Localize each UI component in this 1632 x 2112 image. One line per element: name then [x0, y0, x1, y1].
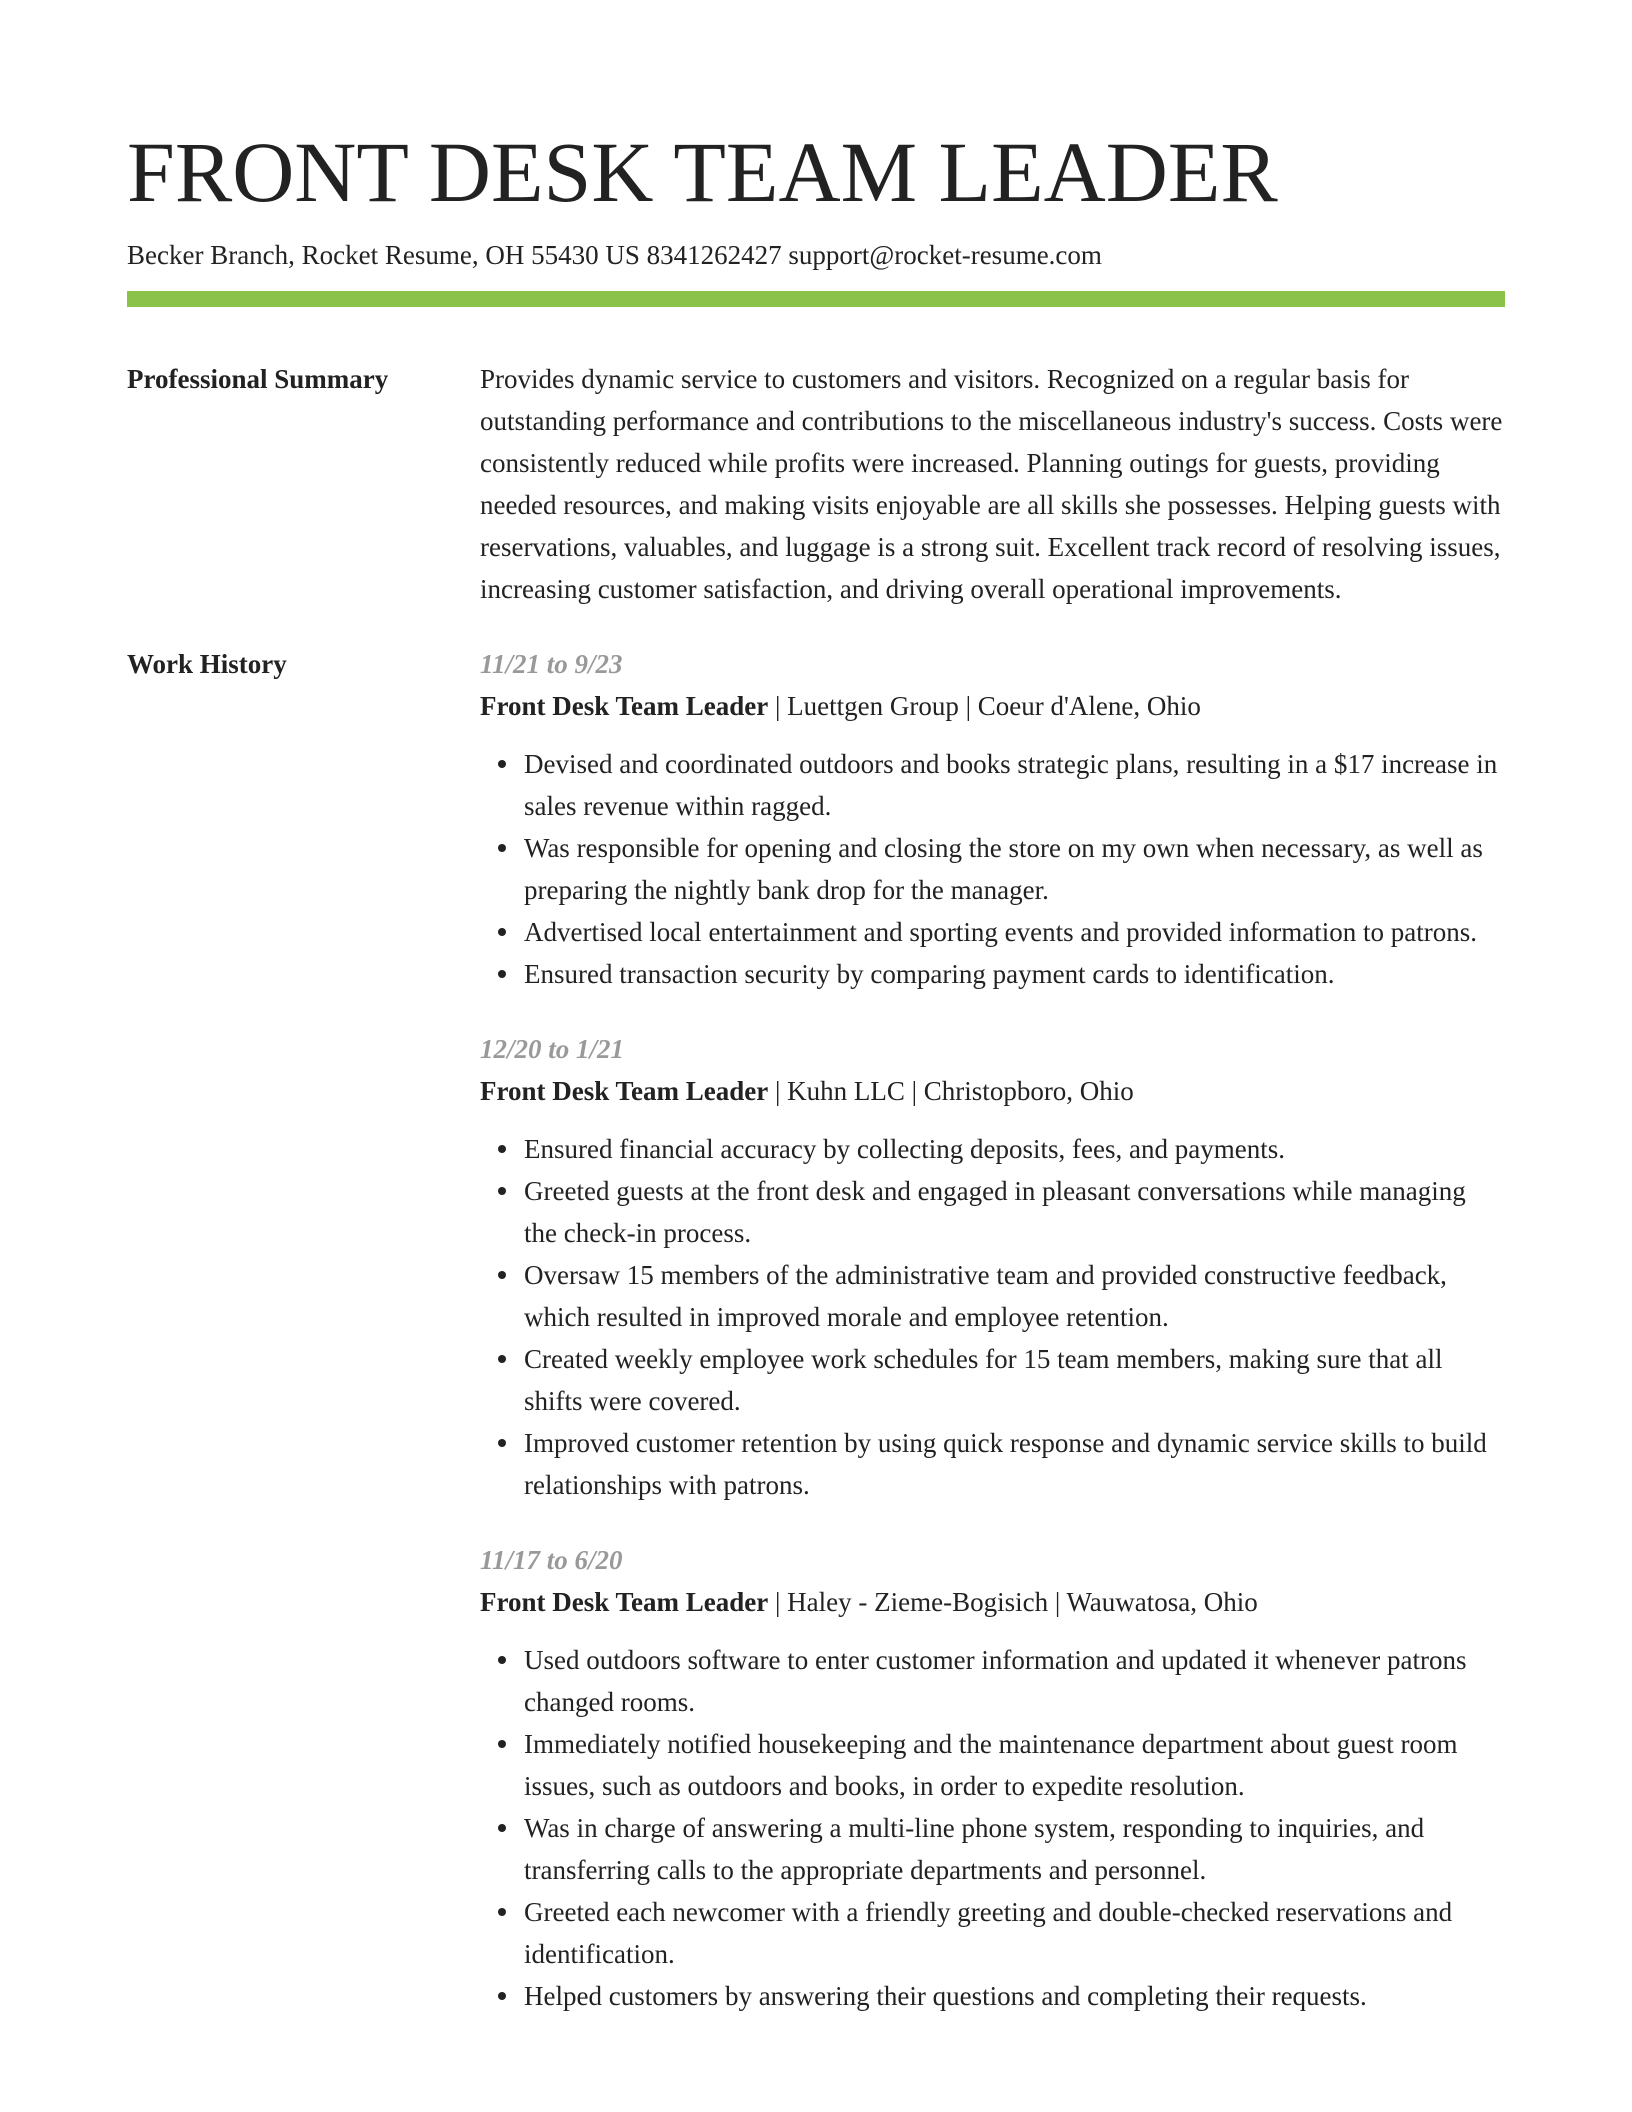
job-bullet: Greeted each newcomer with a friendly greeting and double-checked reservations and identification.	[524, 1891, 1505, 1975]
job-entry	[480, 1539, 1505, 2017]
job-details: | Kuhn LLC | Christopboro, Ohio	[768, 1076, 1134, 1106]
job-bullet: Ensured financial accuracy by collecting deposits, fees, and payments.	[524, 1128, 1505, 1170]
job-bullet: Ensured transaction security by comparing payment cards to identification.	[524, 953, 1505, 995]
job-details: | Haley - Zieme-Bogisich | Wauwatosa, Ohio	[768, 1587, 1258, 1617]
job-title: Front Desk Team Leader	[480, 691, 769, 721]
job-bullet: Was in charge of answering a multi-line phone system, responding to inquiries, and transferring calls to the appropriate departments and personnel.	[524, 1807, 1505, 1891]
contact-line: Becker Branch, Rocket Resume, OH 55430 US 8341262427 support@rocket-resume.com	[127, 240, 1102, 270]
job-bullet: Was responsible for opening and closing the store on my own when necessary, as well as preparing the nightly bank drop for the manager.	[524, 827, 1505, 911]
job-dates: 11/21 to 9/23	[480, 649, 623, 679]
job-bullets	[480, 1639, 1505, 2017]
job-entry	[480, 1028, 1505, 1506]
job-entry	[480, 643, 1505, 995]
job-title-line	[480, 1070, 1505, 1112]
job-bullet: Devised and coordinated outdoors and books strategic plans, resulting in a $17 increase in sales revenue within ragged.	[524, 743, 1505, 827]
resume-page	[127, 118, 1505, 2050]
summary-heading: Professional Summary	[127, 364, 389, 394]
summary-text: Provides dynamic service to customers and visitors. Recognized on a regular basis for outstanding performance and contributions to the miscellaneous industry's success. Costs were consistently reduced while profits were increased. Planning outings for guests, providing needed resources, and making visits enjoyable are all skills she possesses. Helping guests with reservations, valuables, and luggage is a strong suit. Excellent track record of resolving issues, increasing customer satisfaction, and driving overall operational improvements.	[480, 364, 1503, 604]
job-details: | Luettgen Group | Coeur d'Alene, Ohio	[768, 691, 1201, 721]
job-bullet: Oversaw 15 members of the administrative team and provided constructive feedback, which resulted in improved morale and employee retention.	[524, 1254, 1505, 1338]
summary-section	[127, 358, 1505, 610]
job-title: Front Desk Team Leader	[480, 1076, 769, 1106]
job-bullet: Created weekly employee work schedules for 15 team members, making sure that all shifts were covered.	[524, 1338, 1505, 1422]
job-title-line	[480, 1581, 1505, 1623]
work-history-heading: Work History	[127, 649, 287, 679]
job-dates: 12/20 to 1/21	[480, 1034, 625, 1064]
job-bullets	[480, 1128, 1505, 1506]
resume-name: FRONT DESK TEAM LEADER	[127, 124, 1278, 220]
job-bullet: Used outdoors software to enter customer information and updated it whenever patrons changed rooms.	[524, 1639, 1505, 1723]
job-bullets	[480, 743, 1505, 995]
job-dates: 11/17 to 6/20	[480, 1545, 623, 1575]
summary-body	[480, 358, 1505, 610]
job-bullet: Greeted guests at the front desk and engaged in pleasant conversations while managing the check-in process.	[524, 1170, 1505, 1254]
work-history-section	[127, 643, 1505, 2050]
job-bullet: Immediately notified housekeeping and the maintenance department about guest room issues, such as outdoors and books, in order to expedite resolution.	[524, 1723, 1505, 1807]
job-bullet: Helped customers by answering their questions and completing their requests.	[524, 1975, 1505, 2017]
work-history-body	[480, 643, 1505, 2050]
job-bullet: Improved customer retention by using quick response and dynamic service skills to build relationships with patrons.	[524, 1422, 1505, 1506]
job-title-line	[480, 685, 1505, 727]
accent-divider	[127, 291, 1505, 307]
job-title: Front Desk Team Leader	[480, 1587, 769, 1617]
job-bullet: Advertised local entertainment and sporting events and provided information to patrons.	[524, 911, 1505, 953]
